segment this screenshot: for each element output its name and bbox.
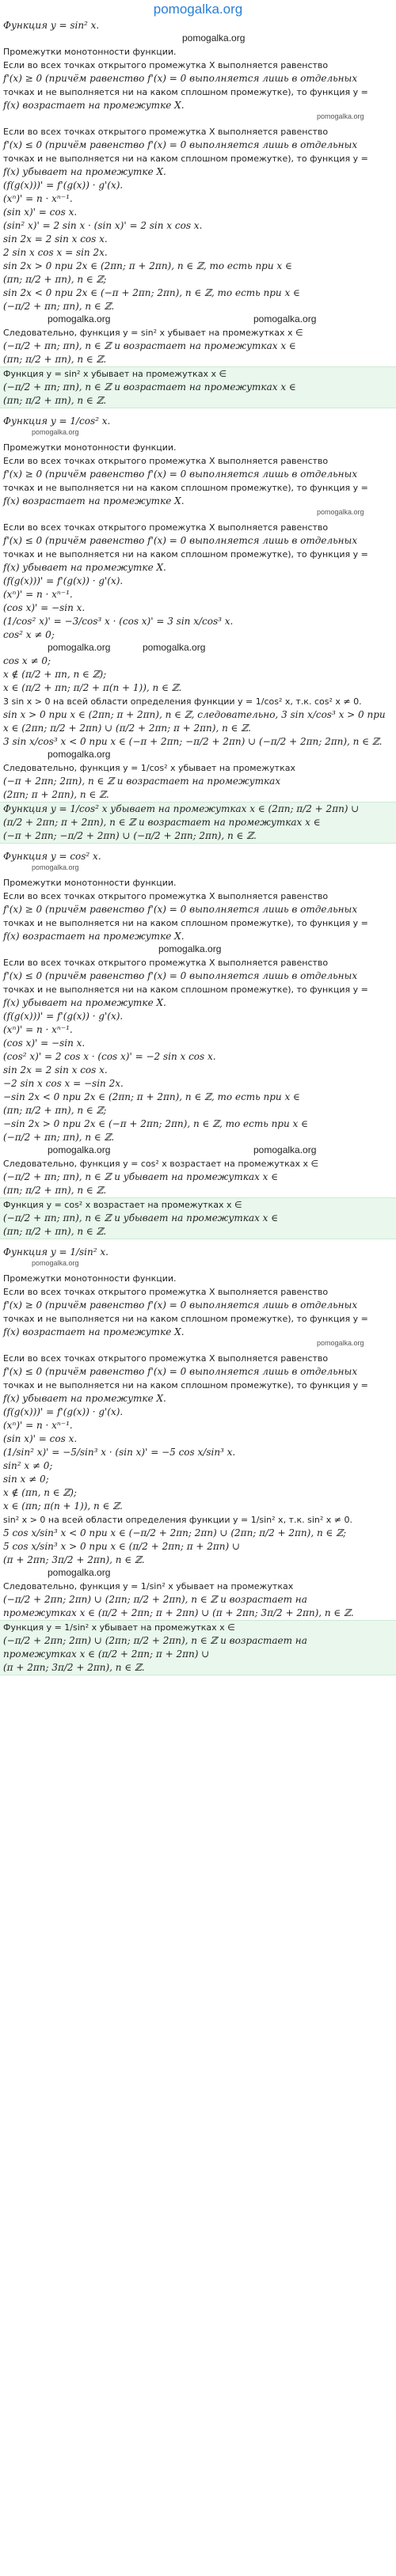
formula: (xⁿ)' = n · xⁿ⁻¹. — [3, 1420, 73, 1431]
formula: sin x > 0 при x ∈ (2πn; π + 2πn), n ∈ ℤ, следовательно, 3 sin x/cos³ x > 0 при — [3, 709, 386, 720]
watermark: pomogalka.org — [48, 1567, 111, 1578]
answer-text: (π + 2πn; 3π/2 + 2πn), n ∈ ℤ. — [3, 1662, 145, 1673]
formula: (cos² x)' = 2 cos x · (cos x)' = −2 sin x cos x. — [3, 1051, 216, 1062]
formula: sin x ≠ 0; — [3, 1474, 49, 1485]
formula: (1/cos² x)' = −3/cos³ x · (cos x)' = 3 sin x/cos³ x. — [3, 616, 234, 627]
rule-text: f(x) возрастает на промежутке X. — [3, 931, 185, 942]
rule-text: Если во всех точках открытого промежутка X выполняется равенство — [3, 958, 329, 968]
formula: (xⁿ)' = n · xⁿ⁻¹. — [3, 589, 73, 600]
formula: (xⁿ)' = n · xⁿ⁻¹. — [3, 193, 73, 204]
conclusion-text: (−π/2 + 2πn; 2πn) ∪ (2πn; π/2 + 2πn), n ∈ ℤ и возрастает на — [3, 1594, 307, 1605]
formula: −2 sin x cos x = −sin 2x. — [3, 1078, 124, 1089]
answer-text: Функция y = 1/sin² x убывает на промежутках x ∈ — [3, 1622, 235, 1633]
watermark: pomogalka.org — [48, 1144, 111, 1155]
formula: cos² x ≠ 0; — [3, 629, 55, 640]
rule-text: f'(x) ≥ 0 (причём равенство f'(x) = 0 выполняется лишь в отдельных — [3, 469, 358, 480]
watermark: pomogalka.org — [32, 428, 79, 436]
formula: cos x ≠ 0; — [3, 655, 51, 666]
function-line: Функция y = cos² x. — [3, 851, 101, 862]
formula: x ∈ (πn; π(n + 1)), n ∈ ℤ. — [3, 1500, 123, 1512]
site-logo[interactable]: pomogalka.org — [153, 2, 243, 17]
rule-text: f'(x) ≤ 0 (причём равенство f'(x) = 0 выполняется лишь в отдельных — [3, 970, 358, 981]
watermark: pomogalka.org — [48, 313, 111, 324]
conclusion-text: (−π/2 + πn; πn), n ∈ ℤ и возрастает на промежутках x ∈ — [3, 340, 296, 351]
rule-text: точках и не выполняется ни на каком сплошном промежутке), то функция y = — [3, 984, 368, 995]
rule-text: Если во всех точках открытого промежутка X выполняется равенство — [3, 1353, 329, 1364]
formula: (π + 2πn; 3π/2 + 2πn), n ∈ ℤ. — [3, 1554, 145, 1565]
rule-text: Если во всех точках открытого промежутка X выполняется равенство — [3, 456, 329, 466]
answer-box — [0, 802, 396, 844]
answer-text: (−π/2 + πn; πn), n ∈ ℤ и убывает на промежутках x ∈ — [3, 1212, 279, 1224]
rule-text: f(x) возрастает на промежутке X. — [3, 1326, 185, 1337]
formula: (f(g(x)))' = f'(g(x)) · g'(x). — [3, 1406, 124, 1417]
answer-text: (πn; π/2 + πn), n ∈ ℤ. — [3, 1226, 107, 1237]
formula: (sin x)' = cos x. — [3, 1433, 78, 1444]
formula: −sin 2x < 0 при 2x ∈ (2πn; π + 2πn), n ∈ ℤ, то есть при x ∈ — [3, 1091, 300, 1102]
function-line: Функция y = sin² x. — [3, 20, 100, 31]
formula: (f(g(x)))' = f'(g(x)) · g'(x). — [3, 575, 124, 586]
conclusion-text: Следовательно, функция y = cos² x возрастает на промежутках x ∈ — [3, 1159, 319, 1169]
function-line: Функция y = 1/sin² x. — [3, 1246, 109, 1258]
section-title: Промежутки монотонности функции. — [3, 442, 177, 453]
formula: 3 sin x > 0 на всей области определения функции y = 1/cos² x, т.к. cos² x ≠ 0. — [3, 696, 362, 707]
watermark: pomogalka.org — [253, 1144, 317, 1155]
rule-text: точках и не выполняется ни на каком сплошном промежутке), то функция y = — [3, 483, 368, 493]
formula: x ∉ (πn, n ∈ ℤ); — [3, 1487, 77, 1498]
answer-text: Функция y = sin² x убывает на промежутках x ∈ — [3, 369, 227, 379]
rule-text: f(x) убывает на промежутке X. — [3, 1393, 166, 1404]
formula: 5 cos x/sin³ x < 0 при x ∈ (−π/2 + 2πn; 2πn) ∪ (2πn; π/2 + 2πn), n ∈ ℤ; — [3, 1527, 347, 1538]
answer-box — [0, 1197, 396, 1239]
formula: −sin 2x > 0 при 2x ∈ (−π + 2πn; 2πn), n ∈ ℤ, то есть при x ∈ — [3, 1118, 308, 1129]
section-title: Промежутки монотонности функции. — [3, 47, 177, 57]
rule-text: точках и не выполняется ни на каком сплошном промежутке), то функция y = — [3, 154, 368, 164]
formula: (πn; π/2 + πn), n ∈ ℤ; — [3, 274, 107, 285]
conclusion-text: (−π/2 + πn; πn), n ∈ ℤ и убывает на промежутках x ∈ — [3, 1171, 279, 1182]
rule-text: f'(x) ≥ 0 (причём равенство f'(x) = 0 выполняется лишь в отдельных — [3, 73, 358, 84]
answer-text: промежутках x ∈ (π/2 + 2πn; π + 2πn) ∪ — [3, 1648, 210, 1660]
answer-text: (π/2 + 2πn; π + 2πn), n ∈ ℤ и возрастает на промежутках x ∈ — [3, 817, 321, 828]
rule-text: точках и не выполняется ни на каком сплошном промежутке), то функция y = — [3, 549, 368, 560]
formula: sin² x > 0 на всей области определения функции y = 1/sin² x, т.к. sin² x ≠ 0. — [3, 1515, 352, 1525]
rule-text: f(x) возрастает на промежутке X. — [3, 495, 185, 506]
rule-text: f'(x) ≥ 0 (причём равенство f'(x) = 0 выполняется лишь в отдельных — [3, 1299, 358, 1311]
conclusion-text: (2πn; π + 2πn), n ∈ ℤ. — [3, 789, 109, 800]
rule-text: Если во всех точках открытого промежутка X выполняется равенство — [3, 60, 329, 70]
formula: (sin² x)' = 2 sin x · (sin x)' = 2 sin x cos x. — [3, 220, 203, 231]
rule-text: точках и не выполняется ни на каком сплошном промежутке), то функция y = — [3, 918, 368, 928]
formula: sin 2x = 2 sin x cos x. — [3, 1064, 108, 1076]
conclusion-text: промежутках x ∈ (π/2 + 2πn; π + 2πn) ∪ (π + 2πn; 3π/2 + 2πn), n ∈ ℤ. — [3, 1607, 354, 1618]
formula: (1/sin² x)' = −5/sin³ x · (sin x)' = −5 cos x/sin³ x. — [3, 1447, 236, 1458]
formula: sin² x ≠ 0; — [3, 1460, 53, 1471]
answer-text: Функция y = cos² x возрастает на промежутках x ∈ — [3, 1200, 242, 1210]
rule-text: Если во всех точках открытого промежутка X выполняется равенство — [3, 891, 329, 901]
formula: (cos x)' = −sin x. — [3, 1038, 86, 1049]
rule-text: Если во всех точках открытого промежутка X выполняется равенство — [3, 522, 329, 533]
watermark: pomogalka.org — [182, 32, 246, 44]
formula: sin 2x = 2 sin x cos x. — [3, 233, 108, 245]
conclusion-text: (πn; π/2 + πn), n ∈ ℤ. — [3, 354, 107, 365]
formula: (πn; π/2 + πn), n ∈ ℤ; — [3, 1105, 107, 1116]
formula: x ∈ (π/2 + πn; π/2 + π(n + 1)), n ∈ ℤ. — [3, 682, 182, 693]
formula: x ∈ (2πn; π/2 + 2πn) ∪ (π/2 + 2πn; π + 2πn), n ∈ ℤ. — [3, 723, 251, 734]
rule-text: f'(x) ≤ 0 (причём равенство f'(x) = 0 выполняется лишь в отдельных — [3, 139, 358, 150]
function-line: Функция y = 1/cos² x. — [3, 415, 111, 427]
watermark: pomogalka.org — [317, 1339, 364, 1347]
formula: 3 sin x/cos³ x < 0 при x ∈ (−π + 2πn; −π/2 + 2πn) ∪ (−π/2 + 2πn; 2πn), n ∈ ℤ. — [3, 736, 383, 747]
answer-text: Функция y = 1/cos² x убывает на промежутках x ∈ (2πn; π/2 + 2πn) ∪ — [3, 803, 360, 814]
rule-text: f'(x) ≤ 0 (причём равенство f'(x) = 0 выполняется лишь в отдельных — [3, 1366, 358, 1377]
formula: 2 sin x cos x = sin 2x. — [3, 247, 108, 258]
answer-text: (πn; π/2 + πn), n ∈ ℤ. — [3, 395, 107, 406]
conclusion-text: (πn; π/2 + πn), n ∈ ℤ. — [3, 1185, 107, 1196]
formula: (−π/2 + πn; πn), n ∈ ℤ. — [3, 301, 115, 312]
answer-text: (−π/2 + πn; πn), n ∈ ℤ и возрастает на промежутках x ∈ — [3, 381, 296, 393]
formula: (sin x)' = cos x. — [3, 207, 78, 218]
answer-text: (−π/2 + 2πn; 2πn) ∪ (2πn; π/2 + 2πn), n ∈ ℤ и возрастает на — [3, 1635, 307, 1646]
watermark: pomogalka.org — [317, 508, 364, 516]
rule-text: f'(x) ≥ 0 (причём равенство f'(x) = 0 выполняется лишь в отдельных — [3, 904, 358, 915]
formula: (f(g(x)))' = f'(g(x)) · g'(x). — [3, 180, 124, 191]
answer-box — [0, 366, 396, 408]
conclusion-text: Следовательно, функция y = 1/cos² x убывает на промежутках — [3, 763, 295, 773]
section-title: Промежутки монотонности функции. — [3, 878, 177, 888]
rule-text: Если во всех точках открытого промежутка X выполняется равенство — [3, 127, 329, 137]
rule-text: f(x) убывает на промежутке X. — [3, 166, 166, 177]
rule-text: Если во всех точках открытого промежутка X выполняется равенство — [3, 1287, 329, 1297]
conclusion-text: Следовательно, функция y = 1/sin² x убывает на промежутках — [3, 1581, 294, 1592]
formula: (cos x)' = −sin x. — [3, 602, 86, 613]
watermark: pomogalka.org — [158, 943, 222, 954]
watermark: pomogalka.org — [32, 863, 79, 871]
formula: sin 2x > 0 при 2x ∈ (2πn; π + 2πn), n ∈ ℤ, то есть при x ∈ — [3, 260, 292, 271]
rule-text: точках и не выполняется ни на каком сплошном промежутке), то функция y = — [3, 1314, 368, 1324]
watermark: pomogalka.org — [143, 642, 206, 653]
rule-text: f'(x) ≤ 0 (причём равенство f'(x) = 0 выполняется лишь в отдельных — [3, 535, 358, 546]
watermark: pomogalka.org — [48, 642, 111, 653]
formula: (xⁿ)' = n · xⁿ⁻¹. — [3, 1024, 73, 1035]
watermark: pomogalka.org — [32, 1259, 79, 1267]
watermark: pomogalka.org — [253, 313, 317, 324]
formula: (−π/2 + πn; πn), n ∈ ℤ. — [3, 1132, 115, 1143]
conclusion-text: (−π + 2πn; 2πn), n ∈ ℤ и возрастает на промежутках — [3, 776, 281, 787]
rule-text: точках и не выполняется ни на каком сплошном промежутке), то функция y = — [3, 1380, 368, 1390]
watermark: pomogalka.org — [317, 112, 364, 120]
rule-text: f(x) убывает на промежутке X. — [3, 997, 166, 1008]
section-title: Промежутки монотонности функции. — [3, 1273, 177, 1284]
rule-text: точках и не выполняется ни на каком сплошном промежутке), то функция y = — [3, 87, 368, 97]
formula: sin 2x < 0 при 2x ∈ (−π + 2πn; 2πn), n ∈ ℤ, то есть при x ∈ — [3, 287, 300, 298]
answer-text: (−π + 2πn; −π/2 + 2πn) ∪ (−π/2 + 2πn; 2πn), n ∈ ℤ. — [3, 830, 257, 841]
rule-text: f(x) возрастает на промежутке X. — [3, 100, 185, 111]
formula: x ∉ (π/2 + πn, n ∈ ℤ); — [3, 669, 107, 680]
watermark: pomogalka.org — [48, 749, 111, 760]
rule-text: f(x) убывает на промежутке X. — [3, 562, 166, 573]
conclusion-text: Следовательно, функция y = sin² x убывает на промежутках x ∈ — [3, 328, 303, 338]
formula: (f(g(x)))' = f'(g(x)) · g'(x). — [3, 1011, 124, 1022]
answer-box — [0, 1620, 396, 1675]
formula: 5 cos x/sin³ x > 0 при x ∈ (π/2 + 2πn; π + 2πn) ∪ — [3, 1541, 241, 1552]
